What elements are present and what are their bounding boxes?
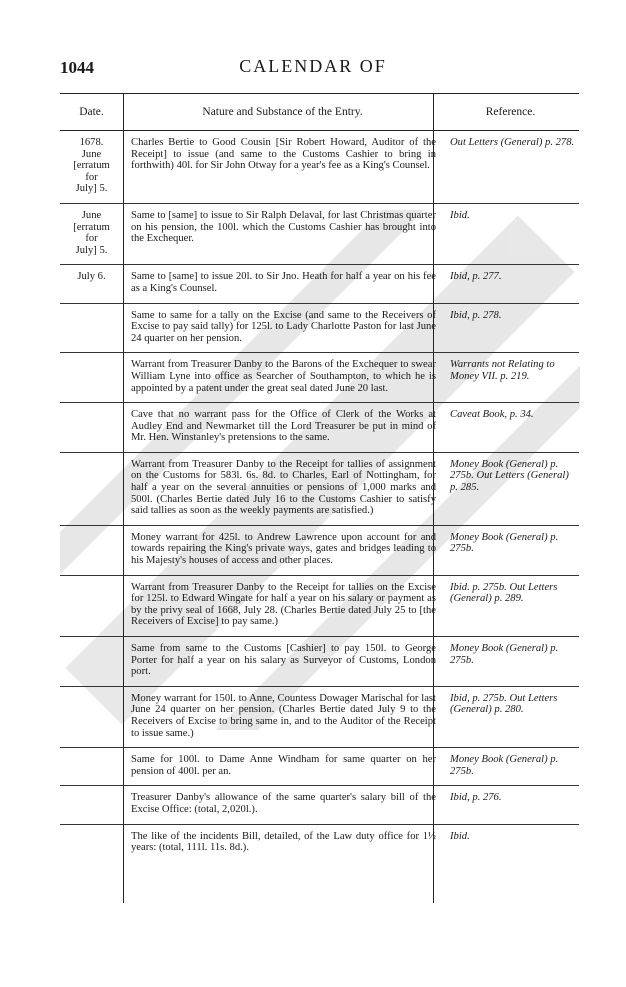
entry-reference: Ibid, p. 277. — [442, 265, 579, 303]
entry-text: Warrant from Treasurer Danby to the Barons of the Exchequer to swear William Lyne into office as Searcher of Southampton, to which he is appointed by a patent under the great seal dated June 20 last. — [123, 353, 442, 403]
entry-date: July 6. — [60, 265, 123, 303]
entry-date: June [erratum for July] 5. — [60, 203, 123, 264]
table-row — [60, 353, 579, 403]
table-row — [60, 452, 579, 525]
table-row — [60, 575, 579, 636]
table-row — [60, 637, 579, 687]
entry-date — [60, 353, 123, 403]
table-row — [60, 824, 579, 862]
date-column-header: Date. — [60, 94, 123, 131]
entry-text: Money warrant for 425l. to Andrew Lawrence upon account for and towards repairing the King's private ways, gates and bridges leading to his Majesty's houses of access and other places. — [123, 525, 442, 575]
entry-reference: Ibid, p. 276. — [442, 786, 579, 824]
table-row — [60, 203, 579, 264]
entry-date: 1678. June [erratum for July] 5. — [60, 131, 123, 204]
entry-text: Same from same to the Customs [Cashier] to pay 150l. to George Porter for half a year on his salary as Surveyor of Customs, London port. — [123, 637, 442, 687]
entry-text: Warrant from Treasurer Danby to the Receipt for tallies of assignment on the Customs for 583l. 6s. 8d. to Charles, Earl of Nottingham, for half a year on the several annuities or pensions of 1,000 marks and 500l. (Charles Bertie dated July 16 to the Customs Cashier to satisfy said tallies as soon as the weekly payments are satisfied.) — [123, 452, 442, 525]
entry-text: Charles Bertie to Good Cousin [Sir Robert Howard, Auditor of the Receipt] to issue (and same to the Customs Cashier to bring in forthwith) 40l. for Sir John Otway for a year's fee as a King's Counsel. — [123, 131, 442, 204]
running-head: CALENDAR OF — [239, 56, 387, 76]
reference-column-header: Reference. — [442, 94, 579, 131]
entry-text: The like of the incidents Bill, detailed, of the Law duty office for 1½ years: (total, 111l. 11s. 8d.). — [131, 830, 436, 854]
entry-reference: Warrants not Relating to Money VII. p. 219. — [442, 353, 579, 403]
table-row — [60, 686, 579, 747]
table-row — [60, 786, 579, 824]
table-row — [60, 303, 579, 353]
entry-date — [60, 748, 123, 786]
entry-date — [60, 575, 123, 636]
entry-text: Warrant from Treasurer Danby to the Receipt for tallies on the Excise for 125l. to Edward Wingate for half a year on his salary or payment as by the privy seal of 1668, July 28. (Charles Bertie dated July 25 to [the Receivers of Excise] to pay same.) — [123, 575, 442, 636]
entry-reference: Ibid. — [442, 203, 579, 264]
table-row — [60, 525, 579, 575]
table-row — [60, 131, 579, 204]
table-row — [60, 403, 579, 453]
page-number: 1044 — [60, 58, 94, 77]
entry-reference: Out Letters (General) p. 278. — [442, 131, 579, 204]
table-row — [60, 265, 579, 303]
entry-text: Same for 100l. to Dame Anne Windham for same quarter on her pension of 400l. per an. — [123, 748, 442, 786]
entry-date — [60, 786, 123, 824]
entry-reference: Money Book (General) p. 275b. — [442, 637, 579, 687]
calendar-table — [60, 93, 579, 862]
entry-date — [60, 824, 123, 862]
entry-date — [60, 303, 123, 353]
entry-reference: Ibid, p. 278. — [442, 303, 579, 353]
entry-reference: Money Book (General) p. 275b. — [442, 525, 579, 575]
entry-text: Same to [same] to issue 20l. to Sir Jno. Heath for half a year on his fee as a King's Counsel. — [123, 265, 442, 303]
entry-text: Money warrant for 150l. to Anne, Countess Dowager Marischal for last June 24 quarter on her pension. (Charles Bertie dated July 9 to the Receivers of Excise to bring same in, and to the Auditor of the Receipt to issue same.) — [123, 686, 442, 747]
entry-reference: Money Book (General) p. 275b. — [442, 748, 579, 786]
entry-date — [60, 452, 123, 525]
entry-text: Same to same for a tally on the Excise (and same to the Receivers of Excise to pay said tally) for 125l. to Lady Charlotte Paston for last June 24 quarter on her pension. — [123, 303, 442, 353]
entry-text: Treasurer Danby's allowance of the same quarter's salary bill of the Excise Office: (total, 2,020l.). — [123, 786, 442, 824]
entry-reference: Ibid, p. 275b. Out Letters (General) p. 280. — [442, 686, 579, 747]
entry-date — [60, 525, 123, 575]
table-row — [60, 748, 579, 786]
entry-text: Same to [same] to issue to Sir Ralph Delaval, for last Christmas quarter on his pension, the 100l. which the Customs Cashier has brought into the Exchequer. — [123, 203, 442, 264]
entry-text: Cave that no warrant pass for the Office of Clerk of the Works at Audley End and Newmarket till the Lord Treasurer be put in mind of Mr. Hen. Winstanley's pretensions to the same. — [123, 403, 442, 453]
entry-reference: Caveat Book, p. 34. — [442, 403, 579, 453]
entry-date — [60, 403, 123, 453]
entry-date — [60, 686, 123, 747]
entries-body — [60, 131, 579, 862]
entry-reference: Money Book (General) p. 275b. Out Letters (General) p. 285. — [442, 452, 579, 525]
entry-reference: Ibid. — [450, 830, 470, 842]
nature-column-header: Nature and Substance of the Entry. — [123, 94, 442, 131]
entry-date — [60, 637, 123, 687]
entry-reference: Ibid. p. 275b. Out Letters (General) p. 289. — [442, 575, 579, 636]
table-header-row — [60, 94, 579, 131]
